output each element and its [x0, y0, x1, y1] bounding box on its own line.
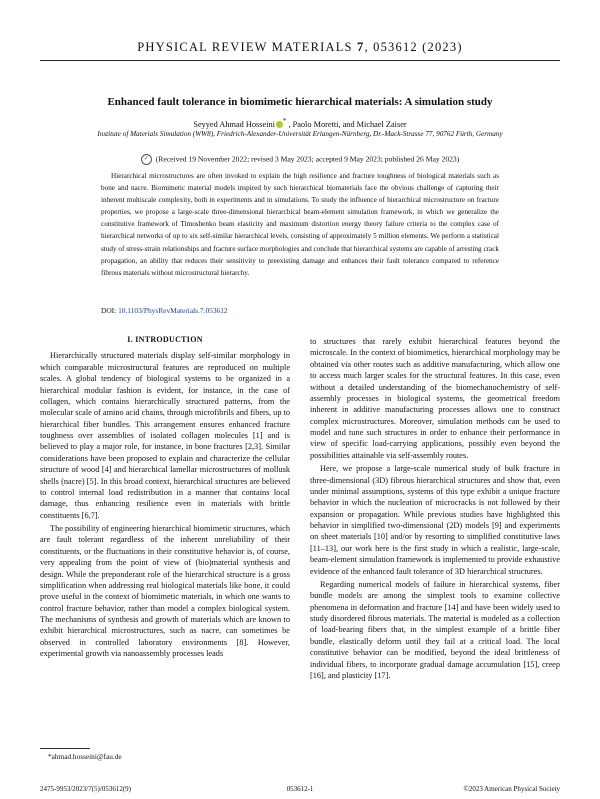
footnote-email: *ahmad.hosseini@fau.de	[48, 752, 122, 761]
section-heading: I. INTRODUCTION	[127, 335, 203, 344]
paragraph: Regarding numerical models of failure in hierarchical systems, fiber bundle models are among the simplest tools to examine collective phenomena in deformation and fracture [14] and have been widely used to study disordered fibrous materials. The material is modeled as a collection of load-bearing fibers that, in the simplest example of a brittle fiber bundle, elastically deform until they fail at a critical load. The local constitutive behavior can be modified, beyond the ideal brittleness of individual fibers, to incorporate gradual damage accumulation [15], creep [16], and plasticity [17].	[310, 579, 560, 680]
author-first: Seyyed Ahmad Hosseini	[193, 119, 275, 129]
footer-copyright: ©2023 American Physical Society	[463, 785, 560, 793]
paper-title: Enhanced fault tolerance in biomimetic hierarchical materials: A simulation study	[107, 96, 493, 108]
author-rest: , Paolo Moretti, and Michael Zaiser	[288, 119, 407, 129]
journal-name: PHYSICAL REVIEW MATERIALS	[137, 40, 353, 54]
paragraph: to structures that rarely exhibit hierarchical features beyond the microscale. In the context of biomimetics, hierarchical morphology may be obtained via other routes such as additive manufacturing, which allow one to access much larger scales for the structural features. In this case, even without a detailed understanding of the biomechanochemistry of self-assembly processes in biological systems, the geometrical freedom inherent in additive manufacturing processes allows one to construct complex microstructures. Moreover, simulation methods can be used to model and tune such structures in order to enhance their performance in view of specific load-carrying applications, possibly even beyond the possibilities attainable via self-assembly routes.	[310, 337, 560, 460]
orcid-icon[interactable]	[276, 121, 283, 128]
left-column	[40, 334, 290, 660]
journal-header	[0, 40, 600, 55]
abstract: Hierarchical microstructures are often invoked to explain the high resilience and fracture toughness of biological materials such as bone and nacre. Biomimetic material models inspired by such hierarchical biomaterials face the obvious challenge of capturing their inherent multiscale complexity, both in experiments and in simulations. To study the influence of hierarchical microstructure on fracture properties, we propose a large-scale three-dimensional hierarchical beam-element simulation framework, in which we generalize the constitutive framework of Timoshenko beam elasticity and maximum distortion energy theory failure criteria to the complex case of hierarchical networks of up to six self-similar hierarchical levels, consisting of approximately 5 million elements. We perform a statistical study of stress-strain relationships and fracture surface morphologies and conclude that hierarchical systems are capable of arresting crack propagation, an ability that reduces their sensitivity to preexisting damage and enhances their fault tolerance compared to reference fibrous materials without microstructural hierarchy.	[101, 172, 499, 277]
journal-volume: 7	[357, 40, 365, 54]
received-dates: ✓ (Received 19 November 2022; revised 3 May 2023; accepted 9 May 2023; published 26 May 2023)	[40, 154, 560, 165]
paragraph: The possibility of engineering hierarchical biomimetic structures, which are fault tolerant regardless of the inherent unreliability of their constituents, or the fluctuations in their constitutive behavior is, of course, very appealing from the point of view of (bio)material synthesis and design. While the preponderant role of the hierarchical structure is a gross simplification when addressing real biological materials like bone, it could prove useful in the context of biomimetic materials, in which one wants to control fracture behavior, rather than model a complex biological system. The mechanisms of synthesis and growth of materials which are known to exhibit hierarchical microstructures, such as nacre, can sometimes be observed in controlled laboratory environments [8]. However, experimental growth via nanoassembly processes leads	[40, 524, 290, 659]
check-updates-icon[interactable]: ✓	[141, 154, 152, 165]
footer-page: 053612-1	[286, 785, 314, 793]
affiliation: Institute of Materials Simulation (WW8), Friedrich-Alexander-Universität Erlangen-Nürnberg, Dr.-Mack-Strasse 77, 90762 Fürth, Germany	[97, 130, 503, 138]
paragraph: Here, we propose a large-scale numerical study of bulk fracture in three-dimensional (3D) fibrous hierarchical structures and show that, even under minimal assumptions, systems of this type exhibit a unique fracture behavior in which the nucleation of microcracks is not followed by their expansion or propagation. While previous studies have highlighted this behavior in simplified two-dimensional (2D) models [9] and experiments on sheet materials [10] and/or by resorting to simplified constitutive laws [11–13], our work here is the first study in which a realistic, large-scale, beam-element simulation framework is implemented to provide exhaustive evidence of the enhanced fault tolerance of 3D hierarchical structures.	[310, 464, 560, 576]
paragraph: Hierarchically structured materials display self-similar morphology in which comparable microstructural features are reproduced on multiple scales. A global tendency of biological systems to be organized in a hierarchical modular fashion is evident, for instance, in the case of collagen, which contains hierarchically structured patterns, from the molecular scale of amino acid chains, through microfibrils and fibers, up to hierarchical fiber bundles. This arrangement ensures enhanced fracture toughness over assemblies of isolated collagen molecules [1] and is believed to play a major role, for instance, in bone fractures [2,3]. Similar considerations have been proposed to explain and characterize the cellular structure of wood [4] and hierarchical lamellar microstructures of mollusk shells (nacre) [5]. In this broad context, hierarchical structures are believed to control internal load redistribution in a manner that contains local damage, thus enhancing resilience even in materials with brittle constituents [6,7].	[40, 351, 290, 520]
author-mark: *	[282, 118, 287, 125]
doi-link[interactable]: 10.1103/PhysRevMaterials.7.053612	[118, 306, 228, 315]
right-column	[310, 336, 560, 681]
footnote-rule	[40, 748, 90, 749]
header-rule	[40, 60, 560, 61]
author-list	[40, 118, 560, 129]
doi-label: DOI:	[101, 306, 117, 315]
footer-issn: 2475-9953/2023/7(5)/053612(9)	[40, 785, 131, 793]
journal-article: , 053612 (2023)	[364, 40, 463, 54]
doi-line	[101, 306, 228, 315]
